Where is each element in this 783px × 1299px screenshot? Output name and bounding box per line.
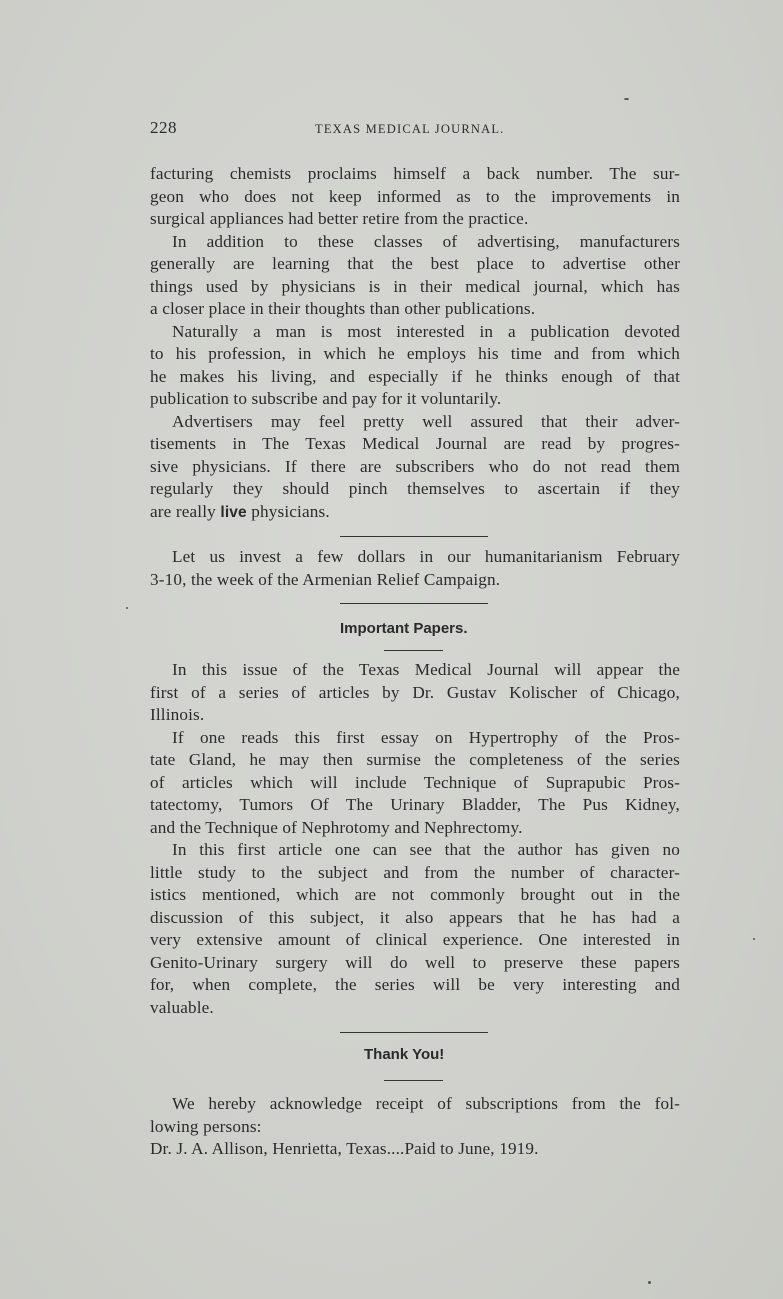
paper-speck — [648, 1281, 651, 1284]
text-line: to his profession, in which he employs his time and from which — [150, 344, 680, 363]
text-line: In this first article one can see that the author has given no — [172, 840, 680, 859]
emphasis-live: live — [220, 503, 247, 521]
text-line: facturing chemists proclaims himself a back number. The sur- — [150, 164, 680, 183]
running-head: TEXAS MEDICAL JOURNAL. — [315, 122, 505, 136]
page-header — [150, 118, 680, 140]
text-line: publication to subscribe and pay for it voluntarily. — [150, 389, 502, 408]
text-line: Advertisers may feel pretty well assured that their adver- — [172, 411, 680, 431]
text-line: istics mentioned, which are not commonly brought out in the — [150, 885, 680, 904]
text-line-last — [150, 501, 680, 524]
text-line: he makes his living, and especially if he thinks enough of that — [150, 366, 680, 386]
paper-speck — [753, 938, 755, 940]
text-line: Let us invest a few dollars in our humanitarianism February — [172, 547, 680, 566]
page-number: 228 — [150, 118, 177, 137]
text-line: first of a series of articles by Dr. Gustav Kolischer of Chicago, — [150, 682, 680, 702]
paper-speck — [624, 98, 629, 100]
relief-section — [150, 546, 680, 591]
text-line: tisements in The Texas Medical Journal are read by progres- — [150, 434, 680, 453]
text-line: 3-10, the week of the Armenian Relief Campaign. — [150, 569, 501, 589]
text-line: In this issue of the Texas Medical Journal will appear the — [172, 660, 680, 679]
heading-thank-you: Thank You! — [364, 1046, 445, 1063]
text-line: sive physicians. If there are subscribers who do not read them — [150, 456, 680, 476]
text-line: discussion of this subject, it also appears that he has had a — [150, 907, 680, 927]
text-line: little study to the subject and from the number of character- — [150, 862, 680, 882]
heading-underline — [384, 650, 443, 651]
section-divider — [340, 1032, 488, 1033]
text-line: surgical appliances had better retire from the practice. — [150, 209, 529, 228]
text-fragment: physicians. — [246, 501, 330, 521]
heading-important-papers: Important Papers. — [340, 620, 468, 637]
important-papers-section — [150, 659, 680, 1019]
text-line: geon who does not keep informed as to the improvements in — [150, 186, 680, 206]
text-line: If one reads this first essay on Hypertrophy of the Pros- — [172, 727, 680, 747]
paper-speck — [126, 607, 128, 609]
section-divider — [340, 536, 488, 537]
text-line: Naturally a man is most interested in a publication devoted — [172, 321, 680, 341]
text-line: lowing persons: — [150, 1116, 262, 1136]
text-line: for, when complete, the series will be very interesting and — [150, 975, 680, 994]
text-line: a closer place in their thoughts than other publications. — [150, 299, 536, 318]
text-line: We hereby acknowledge receipt of subscriptions from the fol- — [172, 1094, 680, 1113]
heading-underline — [384, 1080, 443, 1081]
text-fragment: are really — [150, 501, 221, 521]
text-line: Dr. J. A. Allison, Henrietta, Texas....Paid to June, 1919. — [150, 1139, 539, 1158]
text-line: Genito-Urinary surgery will do well to preserve these papers — [150, 952, 680, 972]
text-line: things used by physicians is in their medical journal, which has — [150, 276, 680, 296]
text-line: tatectomy, Tumors Of The Urinary Bladder, The Pus Kidney, — [150, 795, 680, 814]
text-line: tate Gland, he may then surmise the completeness of the series — [150, 750, 680, 769]
section-divider — [340, 603, 488, 604]
text-line: very extensive amount of clinical experience. One interested in — [150, 930, 680, 949]
text-line: regularly they should pinch themselves to ascertain if they — [150, 479, 680, 498]
text-line: valuable. — [150, 997, 214, 1017]
thank-you-section — [150, 1093, 680, 1161]
text-line: and the Technique of Nephrotomy and Nephrectomy. — [150, 817, 523, 837]
text-line: Illinois. — [150, 705, 205, 724]
text-line: generally are learning that the best place to advertise other — [150, 254, 680, 273]
text-line: of articles which will include Technique of Suprapubic Pros- — [150, 772, 680, 792]
text-line: In addition to these classes of advertising, manufacturers — [172, 231, 680, 251]
advertising-section — [150, 163, 680, 523]
